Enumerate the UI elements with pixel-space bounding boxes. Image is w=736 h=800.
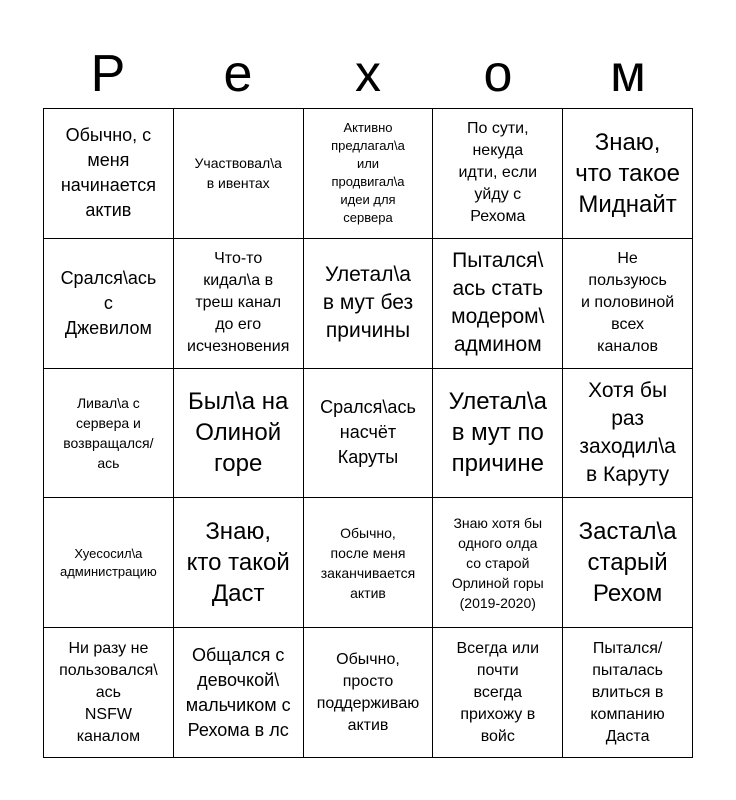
cell-text: Общался с девочкой\ мальчиком с Рехома в лс (185, 644, 291, 740)
bingo-cell[interactable] (304, 239, 434, 369)
bingo-cell[interactable] (563, 109, 693, 239)
cell-text: Всегда или почти всегда прихожу в войс (456, 639, 540, 745)
cell-text: Участвовал\а в ивентах (194, 155, 282, 192)
bingo-cell[interactable] (304, 369, 434, 499)
cell-text: Хуесосил\а администрацию (59, 545, 157, 579)
bingo-cell[interactable] (304, 109, 434, 239)
bingo-cell[interactable] (563, 498, 693, 628)
cell-text: Знаю хотя бы одного олда со старой Орлиной горы (2019-2020) (451, 514, 544, 611)
bingo-cell[interactable] (44, 239, 174, 369)
cell-text: Обычно, просто поддерживаю актив (316, 650, 420, 734)
cell-text: Улетал\а в мут по причине (448, 388, 547, 478)
cell-text: Знаю, что такое Миднайт (575, 128, 680, 218)
bingo-cell[interactable] (563, 628, 693, 758)
bingo-cell[interactable] (44, 369, 174, 499)
cell-text: По сути, некуда идти, если уйду с Рехома (458, 120, 538, 226)
cell-text: Пытался/ пыталась влиться в компанию Даста (590, 639, 665, 745)
title-letter: м (610, 45, 646, 103)
bingo-cell[interactable] (174, 498, 304, 628)
title-letter: Р (90, 45, 126, 103)
cell-text: Срался\ась насчёт Каруты (320, 397, 416, 468)
cell-text: Обычно, после меня заканчивается актив (320, 524, 416, 601)
cell-text: Не пользуюсь и половиной всех каналов (581, 250, 675, 356)
cell-text: Ливал\а с сервера и возвращался/ ась (63, 394, 154, 471)
bingo-cell[interactable] (174, 239, 304, 369)
bingo-board (43, 108, 693, 758)
title-letter: х (355, 45, 381, 103)
cell-text: Пытался\ ась стать модером\ админом (451, 249, 545, 357)
bingo-cell[interactable] (174, 628, 304, 758)
cell-text: Знаю, кто такой Даст (186, 518, 290, 608)
cell-text: Был\а на Олиной горе (188, 388, 289, 478)
bingo-cell[interactable] (563, 369, 693, 499)
bingo-cell[interactable] (174, 369, 304, 499)
cell-text: Ни разу не пользовался\ ась NSFW каналом (59, 639, 158, 745)
cell-text: Срался\ась с Джевилом (60, 267, 157, 338)
bingo-cell[interactable] (304, 628, 434, 758)
bingo-cell[interactable] (433, 369, 563, 499)
title-letter: е (223, 45, 253, 103)
cell-text: Застал\а старый Рехом (578, 518, 677, 608)
title-letter: о (483, 45, 513, 103)
bingo-cell[interactable] (44, 109, 174, 239)
bingo-title (43, 40, 693, 108)
bingo-cell[interactable] (304, 498, 434, 628)
bingo-cell[interactable] (433, 239, 563, 369)
bingo-cell[interactable] (44, 498, 174, 628)
cell-text: Хотя бы раз заходил\а в Каруту (579, 378, 676, 486)
cell-text: Что-то кидал\а в треш канал до его исчезновения (187, 250, 290, 356)
bingo-cell[interactable] (174, 109, 304, 239)
cell-text: Активно предлагал\а или продвигал\а идеи для сервера (331, 120, 405, 226)
bingo-cell[interactable] (44, 628, 174, 758)
cell-text: Обычно, с меня начинается актив (60, 125, 156, 221)
bingo-cell[interactable] (433, 628, 563, 758)
cell-text: Улетал\а в мут без причины (322, 263, 414, 343)
bingo-cell[interactable] (433, 498, 563, 628)
bingo-cell[interactable] (563, 239, 693, 369)
bingo-cell[interactable] (433, 109, 563, 239)
